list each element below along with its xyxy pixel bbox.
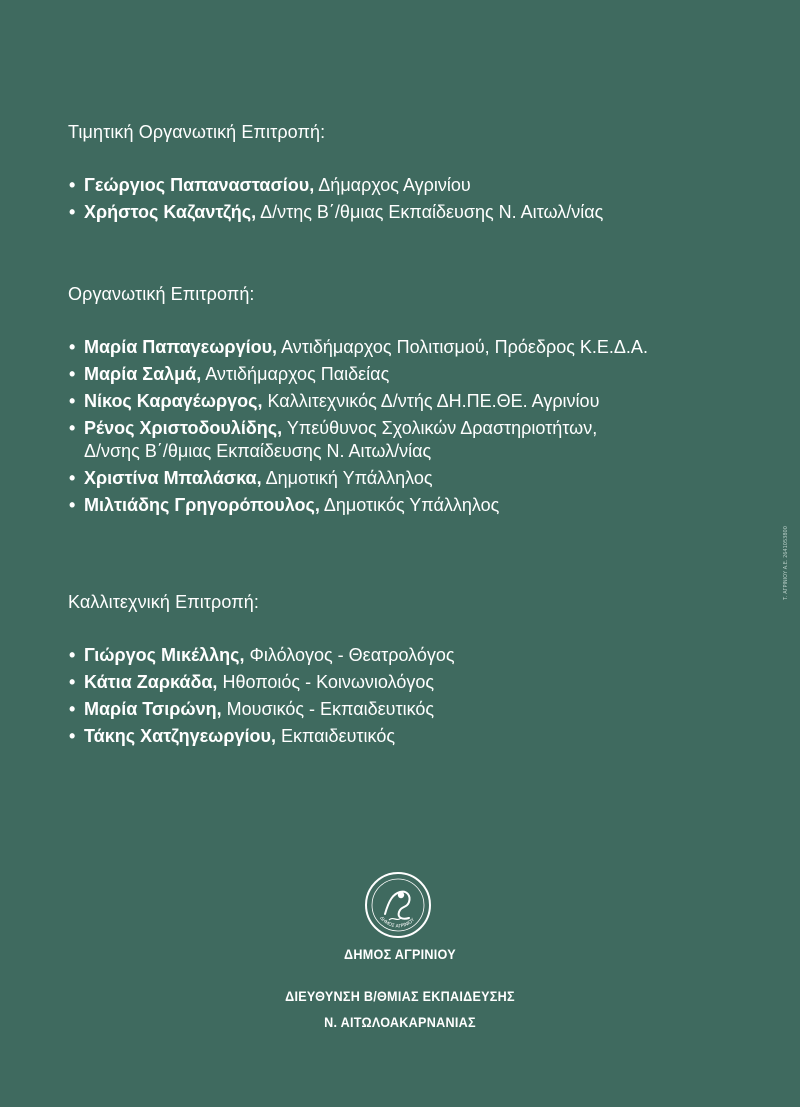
list-item: [68, 698, 768, 721]
list-item: [68, 417, 768, 440]
seal-river-figure: [385, 892, 410, 919]
list-item: [68, 671, 768, 694]
list-item: [68, 494, 768, 517]
member-name: Τάκης Χατζηγεωργίου,: [84, 726, 276, 746]
member-name: Κάτια Ζαρκάδα,: [84, 672, 218, 692]
organizing-committee-section: [68, 284, 768, 521]
section-heading: Καλλιτεχνική Επιτροπή:: [68, 592, 259, 612]
list-item: [68, 390, 768, 413]
member-role: Εκπαιδευτικός: [280, 726, 396, 746]
member-role: Φιλόλογος - Θεατρολόγος: [249, 645, 455, 665]
printer-code: Τ. ΑΓΡΙΝΙΟΥ Α.Ε. 2641053800: [783, 526, 789, 600]
member-list: [68, 644, 768, 748]
member-role: Δήμαρχος Αγρινίου: [318, 175, 471, 195]
member-name: Μαρία Παπαγεωργίου,: [84, 337, 278, 357]
directorate-line-1: ΔΙΕΥΘΥΝΣΗ Β/ΘΜΙΑΣ ΕΚΠΑΙΔΕΥΣΗΣ: [285, 988, 515, 1004]
section-heading: Τιμητική Οργανωτική Επιτροπή:: [68, 122, 326, 142]
list-item: [68, 725, 768, 748]
member-role: Μουσικός - Εκπαιδευτικός: [226, 699, 435, 719]
member-role: Δημοτικός Υπάλληλος: [323, 495, 500, 515]
member-role: Αντιδήμαρχος Παιδείας: [205, 364, 390, 384]
member-name: Ρένος Χριστοδουλίδης,: [84, 418, 283, 438]
member-name: Γιώργος Μικέλλης,: [84, 645, 245, 665]
artistic-committee-section: [68, 592, 768, 752]
member-list: [68, 336, 768, 517]
member-name: Μαρία Σαλμά,: [84, 364, 202, 384]
member-name: Χριστίνα Μπαλάσκα,: [84, 468, 262, 488]
member-role: Δ/ντης Β΄/θμιας Εκπαίδευσης Ν. Αιτωλ/νίας: [260, 202, 604, 222]
seal-text: ΔΗΜΟΣ ΑΓΡΙΝΙΟΥ: [378, 916, 416, 930]
list-item: [68, 363, 768, 386]
member-list: [68, 174, 768, 224]
member-name: Μιλτιάδης Γρηγορόπουλος,: [84, 495, 320, 515]
directorate-line-2: Ν. ΑΙΤΩΛΟΑΚΑΡΝΑΝΙΑΣ: [324, 1014, 476, 1030]
list-item: [68, 174, 768, 197]
municipality-name: ΔΗΜΟΣ ΑΓΡΙΝΙΟΥ: [344, 946, 456, 962]
member-name: Νίκος Καραγέωργος,: [84, 391, 263, 411]
honorary-committee-section: [68, 122, 768, 228]
municipality-seal-logo: [363, 870, 433, 940]
list-item: [68, 201, 768, 224]
member-role: Δημοτική Υπάλληλος: [265, 468, 433, 488]
seal-inner-ring: [372, 879, 424, 931]
member-role: Υπεύθυνος Σχολικών Δραστηριοτήτων,: [286, 418, 598, 438]
member-name: Χρήστος Καζαντζής,: [84, 202, 257, 222]
seal-figure-head: [398, 892, 404, 898]
member-role: Αντιδήμαρχος Πολιτισμού, Πρόεδρος Κ.Ε.Δ.Α.: [281, 337, 648, 357]
seal-wave: [389, 918, 401, 920]
member-role-continuation: Δ/νσης Β΄/θμιας Εκπαίδευσης Ν. Αιτωλ/νίας: [84, 441, 432, 461]
member-role: Ηθοποιός - Κοινωνιολόγος: [222, 672, 435, 692]
list-item: [68, 644, 768, 667]
section-heading: Οργανωτική Επιτροπή:: [68, 284, 255, 304]
list-item: [68, 467, 768, 490]
list-item: [68, 336, 768, 359]
member-name: Γεώργιος Παπαναστασίου,: [84, 175, 315, 195]
member-name: Μαρία Τσιρώνη,: [84, 699, 222, 719]
member-role: Καλλιτεχνικός Δ/ντής ΔΗ.ΠΕ.ΘΕ. Αγρινίου: [267, 391, 600, 411]
